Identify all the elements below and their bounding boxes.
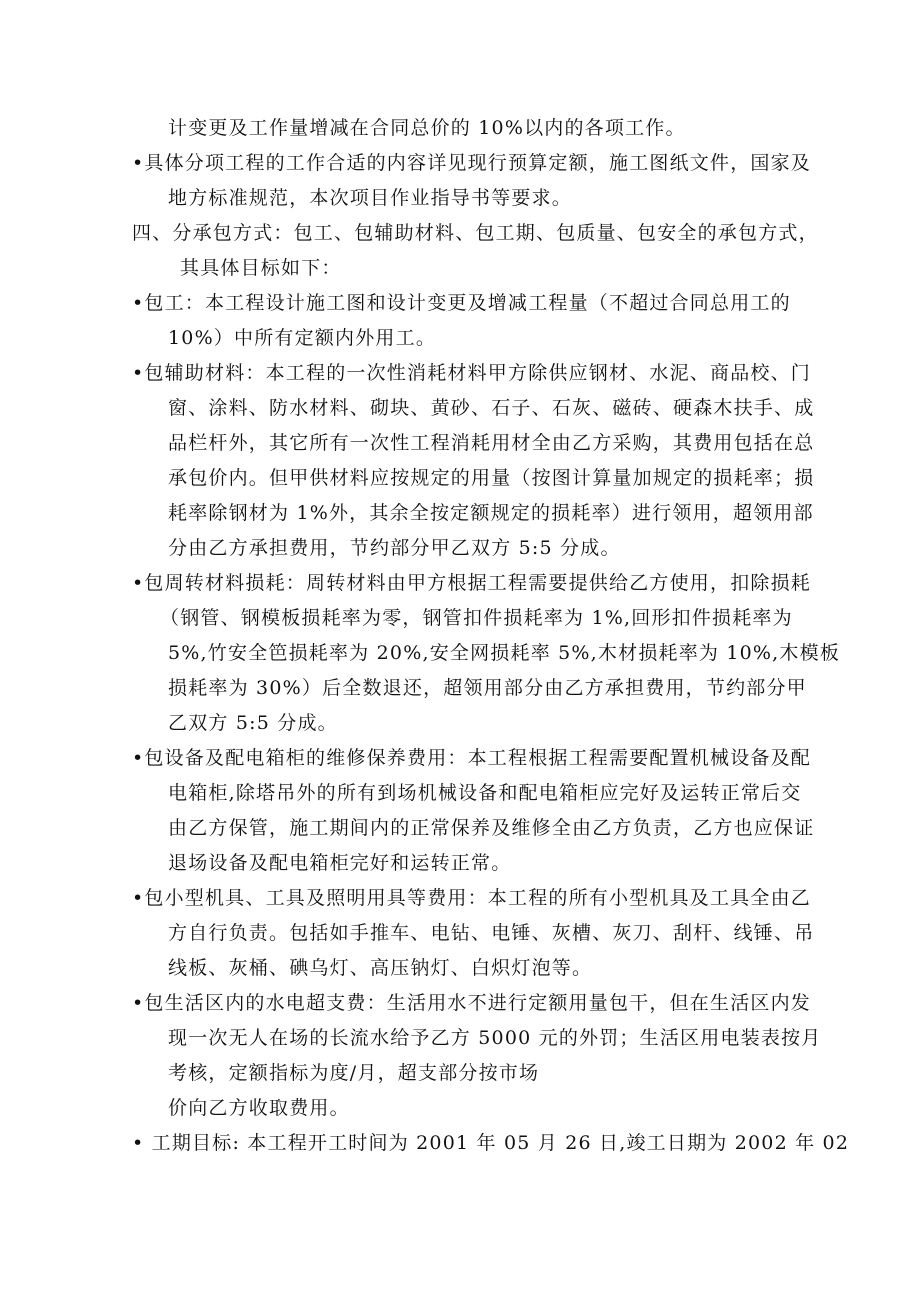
text-line: 其具体目标如下： bbox=[180, 257, 342, 279]
text-line: 10%）中所有定额内外用工。 bbox=[168, 327, 437, 349]
text-line: 线板、灰桶、碘乌灯、高压钠灯、白炽灯泡等。 bbox=[168, 957, 593, 979]
text-line: 乙双方 5:5 分成。 bbox=[168, 712, 338, 734]
text-line: 分由乙方承担费用，节约部分甲乙双方 5:5 分成。 bbox=[168, 537, 621, 559]
text-line: 由乙方保管，施工期间内的正常保养及维修全由乙方负责，乙方也应保证 bbox=[168, 817, 815, 839]
text-line: 地方标准规范，本次项目作业指导书等要求。 bbox=[168, 187, 573, 209]
text-line: 电箱柜,除塔吊外的所有到场机械设备和配电箱柜应完好及运转正常后交 bbox=[168, 782, 802, 804]
text-line: •包设备及配电箱柜的维修保养费用：本工程根据工程需要配置机械设备及配 bbox=[132, 747, 812, 769]
text-line: •包小型机具、工具及照明用具等费用：本工程的所有小型机具及工具全由乙 bbox=[132, 887, 812, 909]
text-line: 方自行负责。包括如手推车、电钻、电锤、灰槽、灰刀、刮杆、线锤、吊 bbox=[168, 922, 815, 944]
text-line: 损耗率为 30%）后全数退还，超领用部分由乙方承担费用，节约部分甲 bbox=[168, 677, 807, 699]
text-line: 耗率除钢材为 1%外，其余全按定额规定的损耗率）进行领用，超领用部 bbox=[168, 502, 814, 524]
text-line: 计变更及工作量增减在合同总价的 10%以内的各项工作。 bbox=[168, 117, 686, 139]
text-line: 退场设备及配电箱柜完好和运转正常。 bbox=[168, 852, 512, 874]
text-line: •包工：本工程设计施工图和设计变更及增减工程量（不超过合同总用工的 bbox=[132, 292, 791, 314]
text-line: •具体分项工程的工作合适的内容详见现行预算定额，施工图纸文件，国家及 bbox=[132, 152, 812, 174]
text-line: （钢管、钢模板损耗率为零，钢管扣件损耗率为 1%,回形扣件损耗率为 bbox=[160, 607, 793, 629]
text-line: 四、分承包方式：包工、包辅助材料、包工期、包质量、包安全的承包方式， bbox=[132, 222, 819, 244]
text-line: 现一次无人在场的长流水给予乙方 5000 元的外罚；生活区用电装表按月 bbox=[168, 1027, 822, 1049]
text-line: 承包价内。但甲供材料应按规定的用量（按图计算量加规定的损耗率；损 bbox=[168, 467, 815, 489]
text-line: 价向乙方收取费用。 bbox=[168, 1097, 350, 1119]
text-line: •包生活区内的水电超支费：生活用水不进行定额用量包干，但在生活区内发 bbox=[132, 992, 812, 1014]
text-line: 品栏杆外，其它所有一次性工程消耗用材全由乙方采购，其费用包括在总 bbox=[168, 432, 815, 454]
text-line: • 工期目标: 本工程开工时间为 2001 年 05 月 26 日,竣工日期为 2002 年 02 bbox=[132, 1132, 850, 1154]
text-line: 窗、涂料、防水材料、砌块、黄砂、石子、石灰、磁砖、硬森木扶手、成 bbox=[168, 397, 815, 419]
text-line: 5%,竹安全笆损耗率为 20%,安全网损耗率 5%,木材损耗率为 10%,木模板 bbox=[168, 642, 841, 664]
text-line: •包辅助材料：本工程的一次性消耗材料甲方除供应钢材、水泥、商品校、门 bbox=[132, 362, 812, 384]
text-line: 考核，定额指标为度/月，超支部分按市场 bbox=[168, 1062, 540, 1084]
text-line: •包周转材料损耗：周转材料由甲方根据工程需要提供给乙方使用，扣除损耗 bbox=[132, 572, 812, 594]
